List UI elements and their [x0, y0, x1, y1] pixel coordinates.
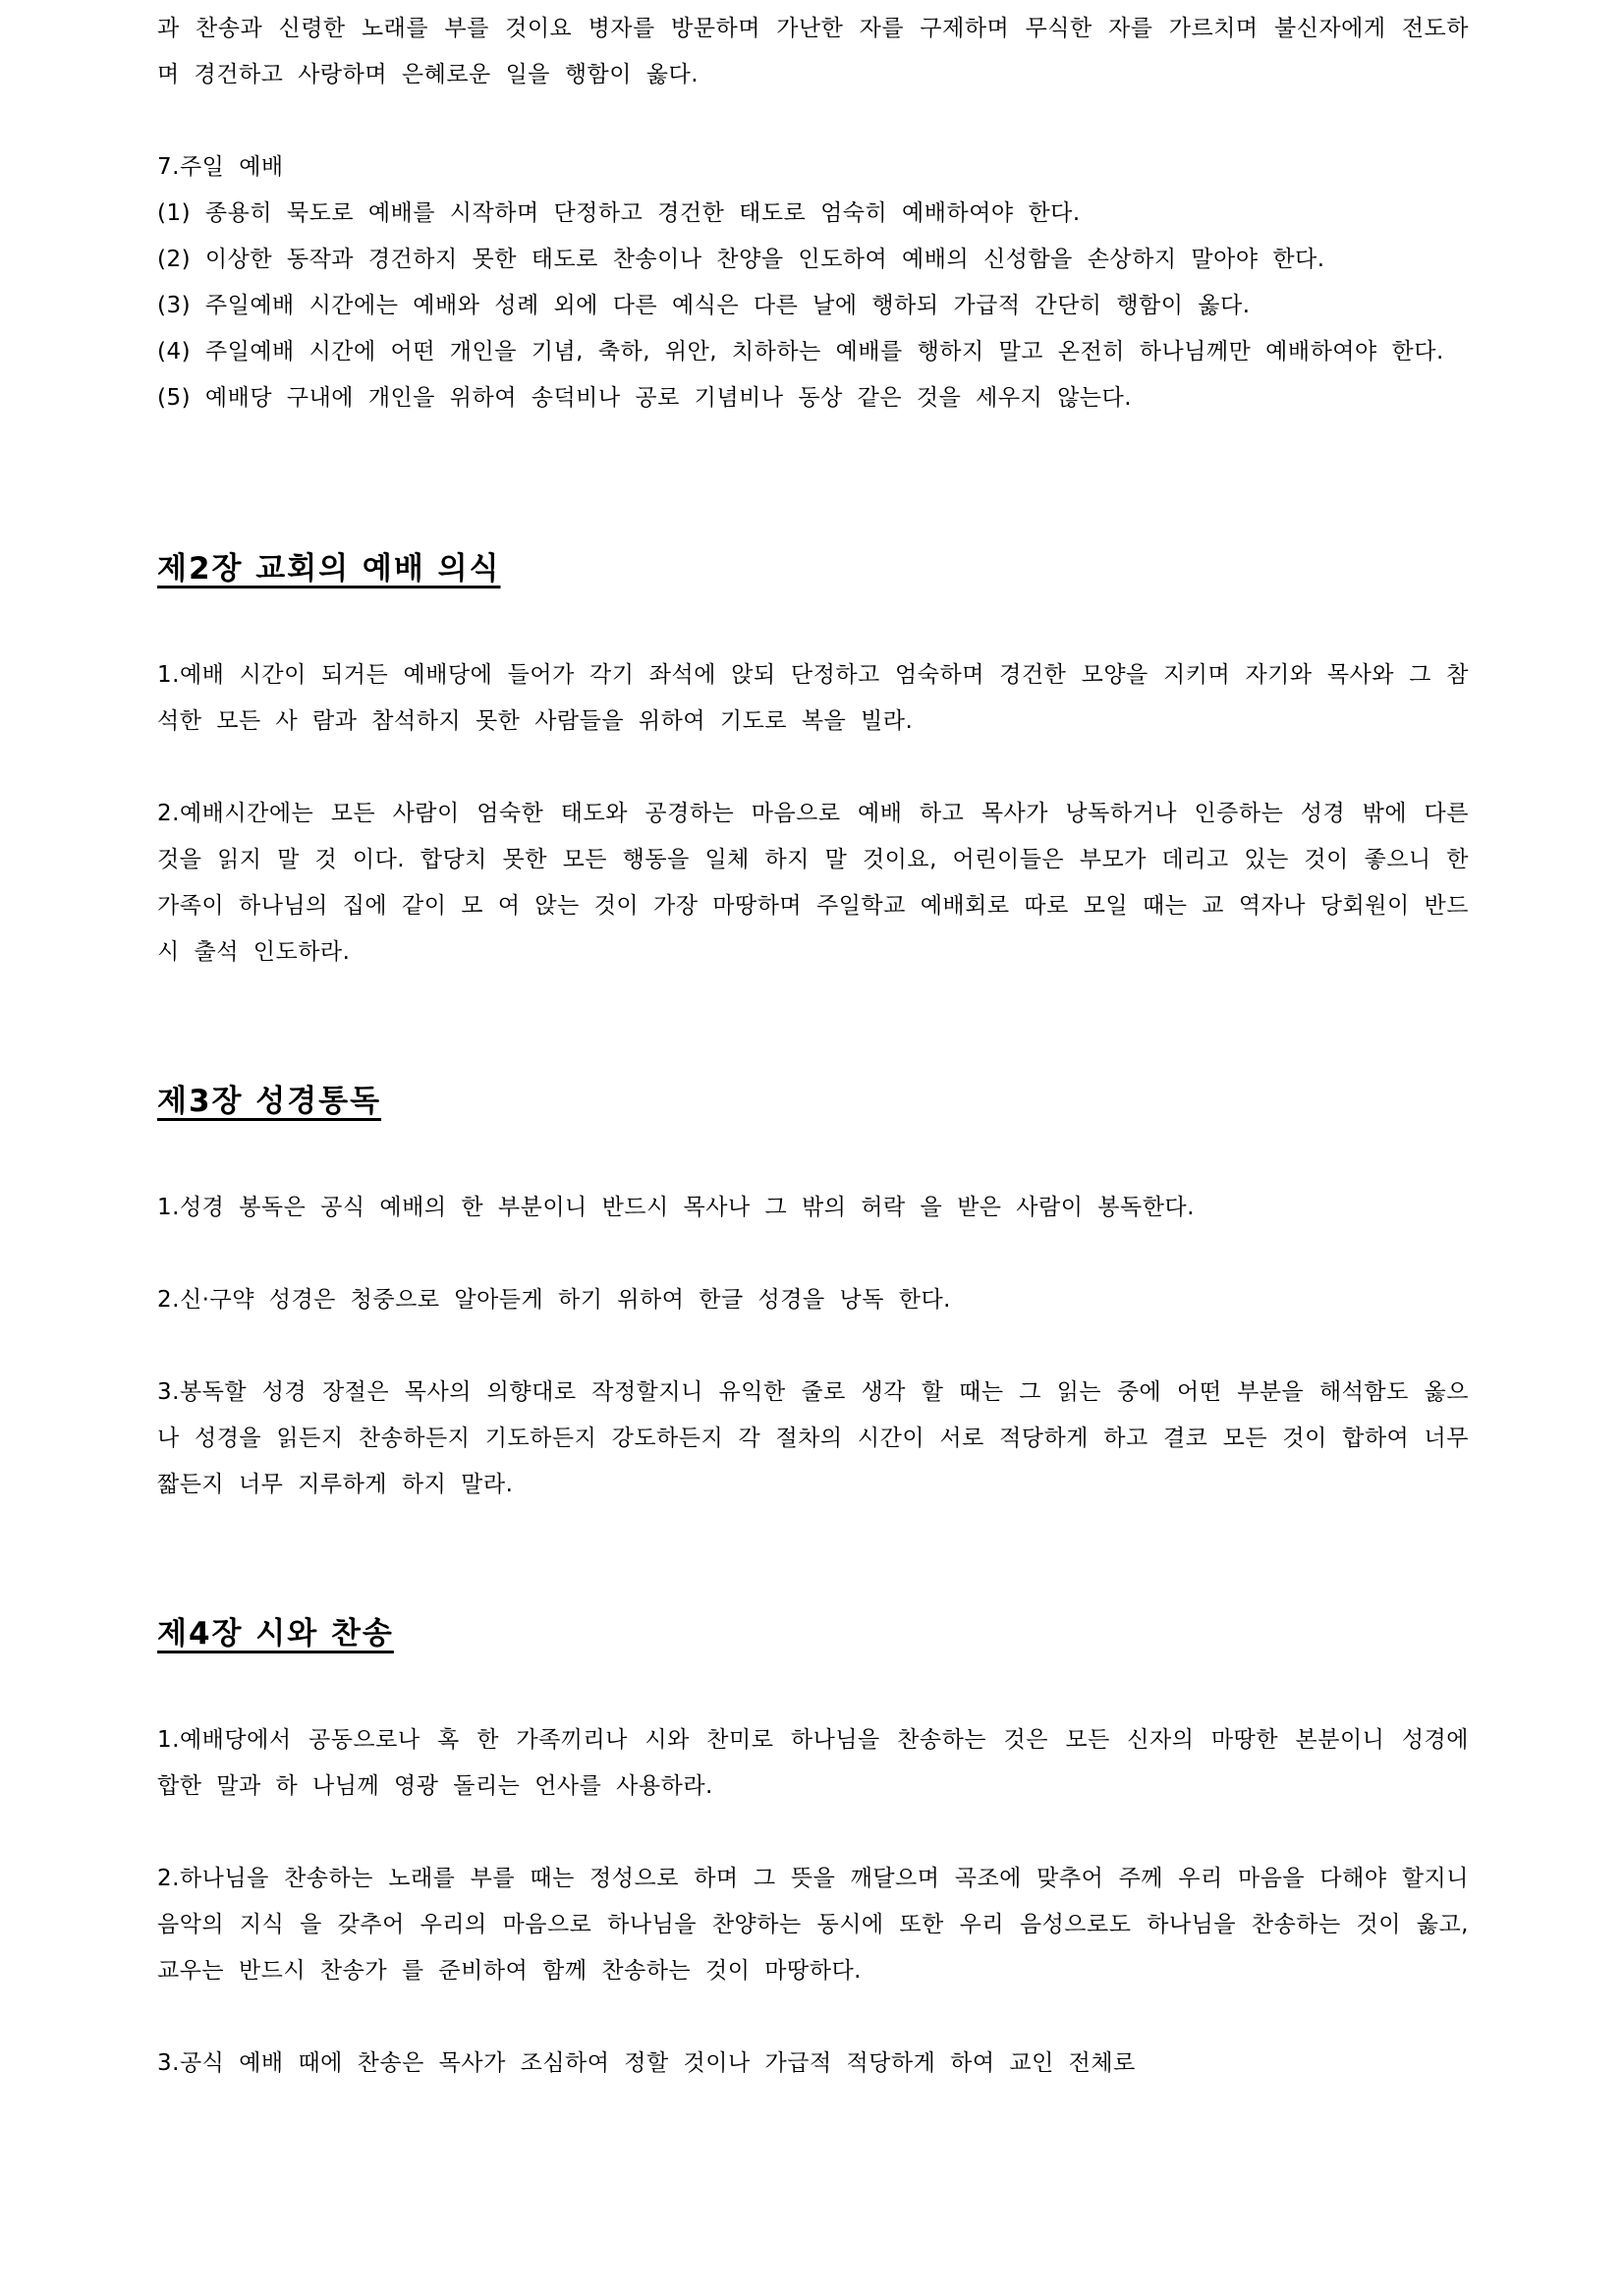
chapter4-paragraph-1: 1.예배당에서 공동으로나 혹 한 가족끼리나 시와 찬미로 하나님을 찬송하는 것은 모든 신자의 마땅한 본분이니 성경에 합한 말과 하 나님께 영광 돌리는 언사를 사용하라. [157, 1727, 1469, 1799]
chapter3-heading: 제3장 성경통독 [157, 1084, 382, 1119]
sunday-worship-item-5: (5) 예배당 구내에 개인을 위하여 송덕비나 공로 기념비나 동상 같은 것을 세우지 않는다. [157, 385, 1133, 411]
leading-paragraph: 과 찬송과 신령한 노래를 부를 것이요 병자를 방문하며 가난한 자를 구제하며 무식한 자를 가르치며 불신자에게 전도하며 경건하고 사랑하며 은혜로운 일을 행함이 옳다. [157, 16, 1469, 87]
sunday-worship-item-1: (1) 종용히 묵도로 예배를 시작하며 단정하고 경건한 태도로 엄숙히 예배하여야 한다. [157, 200, 1081, 226]
sunday-worship-item-4: (4) 주일예배 시간에 어떤 개인을 기념, 축하, 위안, 치하하는 예배를 행하지 말고 온전히 하나님께만 예배하여야 한다. [157, 339, 1444, 364]
chapter4-paragraph-3: 3.공식 예배 때에 찬송은 목사가 조심하여 정할 것이나 가급적 적당하게 하여 교인 전체로 [157, 2050, 1136, 2076]
chapter2-paragraph-2: 2.예배시간에는 모든 사람이 엄숙한 태도와 공경하는 마음으로 예배 하고 목사가 낭독하거나 인증하는 성경 밖에 다른 것을 읽지 말 것 이다. 합당치 못한 모든 행동을 일체 하지 말 것이요, 어린이들은 부모가 데리고 있는 것이 좋으니 한 가족이 하나님의 집에 같이 모 여 앉는 것이 가장 마땅하며 주일학교 예배회로 따로 모일 때는 교 역자나 당회원이 반드시 출석 인도하라. [157, 801, 1469, 965]
chapter3-heading-row [157, 1082, 1469, 1128]
chapter3-paragraph-3: 3.봉독할 성경 장절은 목사의 의향대로 작정할지니 유익한 줄로 생각 할 때는 그 읽는 중에 어떤 부분을 해석함도 옳으나 성경을 읽든지 찬송하든지 기도하든지 강도하든지 각 절차의 시간이 서로 적당하게 하고 결코 모든 것이 합하여 너무 짧든지 너무 지루하게 하지 말라. [157, 1379, 1469, 1497]
chapter3-paragraph-1: 1.성경 봉독은 공식 예배의 한 부분이니 반드시 목사나 그 밖의 허락 을 받은 사람이 봉독한다. [157, 1195, 1195, 1220]
section-sunday-worship [157, 144, 1469, 421]
sunday-worship-title: 7.주일 예배 [157, 154, 284, 180]
chapter4-heading-row [157, 1614, 1469, 1660]
chapter2-heading: 제2장 교회의 예배 의식 [157, 551, 501, 587]
chapter3-paragraph-2: 2.신·구약 성경은 청중으로 알아듣게 하기 위하여 한글 성경을 낭독 한다. [157, 1287, 951, 1313]
sunday-worship-item-3: (3) 주일예배 시간에는 예배와 성례 외에 다른 예식은 다른 날에 행하되 가급적 간단히 행함이 옳다. [157, 293, 1251, 318]
chapter4-paragraph-2: 2.하나님을 찬송하는 노래를 부를 때는 정성으로 하며 그 뜻을 깨달으며 곡조에 맞추어 주께 우리 마음을 다해야 할지니 음악의 지식 을 갖추어 우리의 마음으로 하나님을 찬양하는 동시에 또한 우리 음성으로도 하나님을 찬송하는 것이 옳고, 교우는 반드시 찬송가 를 준비하여 함께 찬송하는 것이 마땅하다. [157, 1866, 1469, 1984]
sunday-worship-item-2: (2) 이상한 동작과 경건하지 못한 태도로 찬송이나 찬양을 인도하여 예배의 신성함을 손상하지 말아야 한다. [157, 247, 1325, 272]
chapter2-heading-row [157, 549, 1469, 595]
chapter2-paragraph-1: 1.예배 시간이 되거든 예배당에 들어가 각기 좌석에 앉되 단정하고 엄숙하며 경건한 모양을 지키며 자기와 목사와 그 참석한 모든 사 람과 참석하지 못한 사람들을 위하여 기도로 복을 빌라. [157, 662, 1469, 734]
chapter4-heading: 제4장 시와 찬송 [157, 1616, 394, 1652]
